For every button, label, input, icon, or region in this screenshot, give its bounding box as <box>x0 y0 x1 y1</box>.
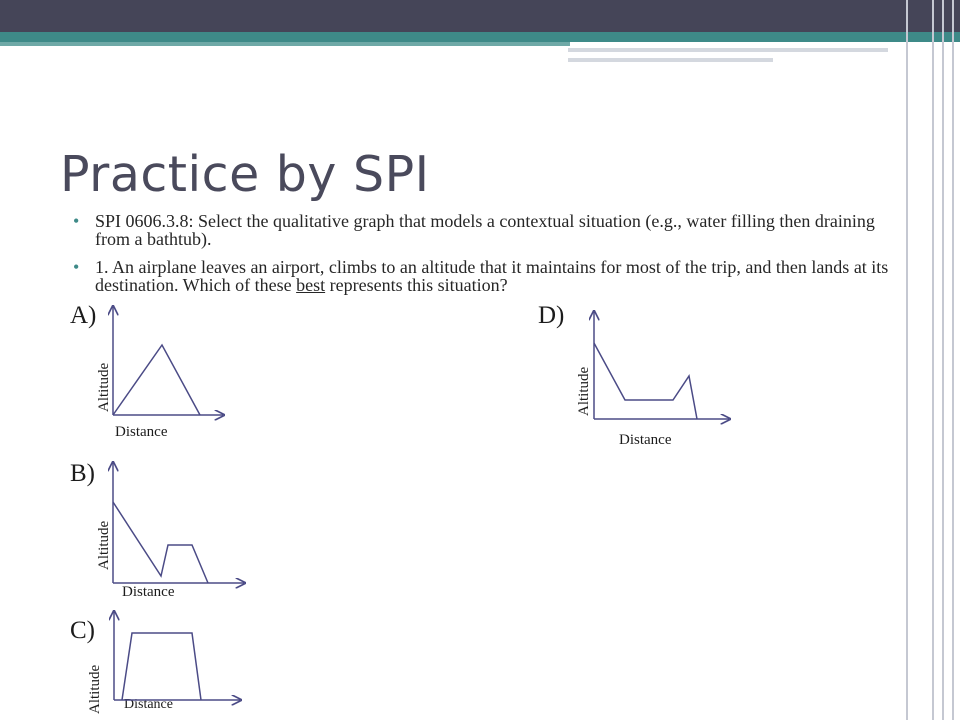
curve-d <box>594 343 697 419</box>
bullet-icon: • <box>73 211 80 231</box>
slide-title: Practice by SPI <box>60 146 430 203</box>
option-label-d: D) <box>538 302 565 329</box>
graph-a <box>113 307 223 415</box>
curve-b <box>113 502 208 583</box>
option-label-a: A) <box>70 302 97 329</box>
x-axis-label-a: Distance <box>115 424 168 440</box>
y-axis-label-b: Altitude <box>96 520 112 570</box>
x-axis-label-b: Distance <box>122 584 175 600</box>
emphasis-text: best <box>296 275 326 295</box>
y-axis-label-c: Altitude <box>87 664 103 714</box>
bullet-text: SPI 0606.3.8: Select the qualitative graph that models a contextual situation (e.g., water filling then draining from a bathtub). <box>95 211 875 249</box>
bullet-text: 1. An airplane leaves an airport, climbs to an altitude that it maintains for most of the trip, and then lands at its destination. Which of these <box>95 257 889 295</box>
x-axis-label-d: Distance <box>619 432 672 448</box>
option-label-c: C) <box>70 617 95 644</box>
bullet-text: represents this situation? <box>325 275 508 295</box>
graph-b <box>113 463 244 583</box>
option-label-b: B) <box>70 460 95 487</box>
graph-d <box>594 312 729 419</box>
y-axis-label-d: Altitude <box>576 366 592 416</box>
curve-a <box>113 345 200 415</box>
y-axis-label-a: Altitude <box>96 362 112 412</box>
curve-c <box>122 633 201 700</box>
x-axis-label-c: Distance <box>124 697 173 712</box>
bullet-icon: • <box>73 257 80 277</box>
graph-c <box>114 612 240 700</box>
